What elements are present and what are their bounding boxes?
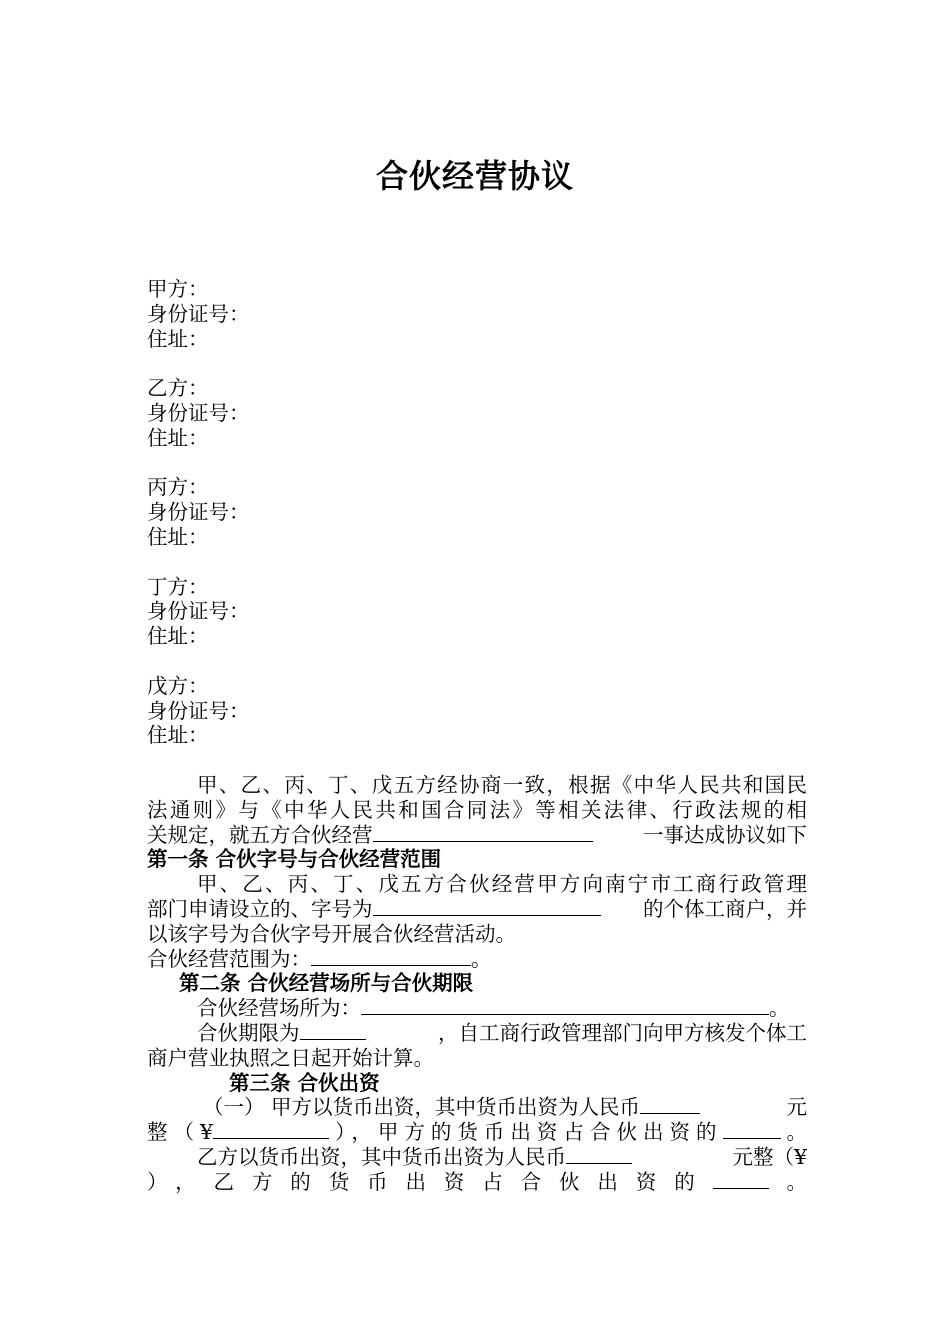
party-block-c — [147, 475, 807, 549]
business-scope-line — [147, 947, 807, 972]
contribution-b-text: ），乙方的货币出资占合伙出资的 — [147, 1169, 713, 1194]
article-1-paragraph — [147, 872, 807, 946]
term-text: ，自工商行政管理部门向甲方核发个体工 — [438, 1020, 807, 1045]
party-name-label: 乙方： — [147, 376, 209, 401]
article-1-line — [147, 897, 807, 922]
party-name-label: 丙方： — [147, 475, 209, 500]
spacer — [147, 748, 807, 773]
preamble-text: 一事达成协议如下 — [643, 822, 807, 847]
contribution-a-text: 。 — [780, 1120, 808, 1145]
party-block-a — [147, 277, 807, 351]
preamble-paragraph — [147, 773, 807, 847]
party-id-label: 身份证号： — [147, 301, 250, 326]
business-place-blank-field[interactable] — [361, 996, 769, 1015]
share-b-blank-field[interactable] — [713, 1170, 769, 1189]
party-address-label: 住址： — [147, 723, 209, 748]
term-line: 商户营业执照之日起开始计算。 — [147, 1045, 434, 1070]
spacer — [147, 351, 807, 376]
party-address-label: 住址： — [147, 624, 209, 649]
amount-a-blank-field[interactable] — [640, 1095, 700, 1114]
amount-a-figure-blank-field[interactable] — [213, 1120, 329, 1139]
business-place-end: 。 — [769, 996, 790, 1021]
contribution-a-paragraph — [147, 1095, 807, 1145]
party-id-label: 身份证号： — [147, 400, 250, 425]
contribution-b-line — [147, 1170, 807, 1195]
party-id-label: 身份证号： — [147, 698, 250, 723]
contribution-b-text: 乙方以货币出资，其中货币出资为人民币 — [197, 1144, 566, 1169]
term-label: 合伙期限为 — [197, 1020, 300, 1045]
article-1-line: 以该字号为合伙字号开展合伙经营活动。 — [147, 921, 516, 946]
page-title: 合伙经营协议 — [375, 157, 574, 195]
term-paragraph — [147, 1021, 807, 1071]
party-block-d — [147, 575, 807, 649]
contribution-b-text: 元整（¥ — [732, 1144, 807, 1169]
article-1-text: 部门申请设立的、字号为 — [147, 896, 373, 921]
share-a-blank-field[interactable] — [723, 1120, 781, 1139]
term-blank-field[interactable] — [300, 1021, 366, 1040]
contribution-a-line — [147, 1095, 807, 1120]
contribution-a-text: （一） 甲方以货币出资，其中货币出资为人民币 — [203, 1095, 641, 1120]
preamble-text: 关规定，就五方合伙经营 — [147, 822, 373, 847]
amount-b-blank-field[interactable] — [566, 1145, 632, 1164]
article-2-heading: 第二条 合伙经营场所与合伙期限 — [179, 971, 474, 996]
party-address-label: 住址： — [147, 326, 209, 351]
party-id-label: 身份证号： — [147, 500, 250, 525]
contribution-a-text: 元 — [786, 1095, 807, 1120]
article-1-line: 甲、乙、丙、丁、戊五方合伙经营甲方向南宁市工商行政管理 — [197, 872, 807, 897]
party-block-e — [147, 674, 807, 748]
contribution-b-text: 。 — [768, 1169, 807, 1194]
party-name-label: 甲方： — [147, 277, 209, 301]
preamble-line: 法通则》与《中华人民共和国合同法》等相关法律、行政法规的相 — [147, 797, 807, 822]
party-address-label: 住址： — [147, 425, 209, 450]
business-scope-end: 。 — [471, 946, 492, 971]
article-3-heading: 第三条 合伙出资 — [229, 1070, 380, 1095]
contribution-b-paragraph — [147, 1145, 807, 1195]
party-name-label: 戊方： — [147, 673, 209, 698]
article-1-text: 的个体工商户，并 — [643, 896, 807, 921]
business-scope-blank-field[interactable] — [311, 947, 471, 966]
article-1-heading: 第一条 合伙字号与合伙经营范围 — [147, 847, 442, 872]
spacer — [147, 649, 807, 674]
term-line — [147, 1021, 807, 1046]
preamble-line — [147, 823, 807, 848]
trade-name-blank-field[interactable] — [373, 897, 601, 916]
contribution-a-line — [147, 1120, 807, 1145]
business-scope-label: 合伙经营范围为： — [147, 946, 311, 971]
contribution-a-text: 整（¥ — [147, 1120, 214, 1145]
party-address-label: 住址： — [147, 524, 209, 549]
business-blank-field[interactable] — [373, 823, 593, 842]
party-block-b — [147, 376, 807, 450]
party-id-label: 身份证号： — [147, 599, 250, 624]
spacer — [147, 451, 807, 476]
preamble-line: 甲、乙、丙、丁、戊五方经协商一致，根据《中华人民共和国民 — [197, 772, 807, 797]
business-place-line — [147, 996, 807, 1021]
spacer — [147, 550, 807, 575]
contribution-b-line — [147, 1145, 807, 1170]
business-place-label: 合伙经营场所为： — [197, 996, 361, 1021]
contribution-a-text: ），甲方的货币出资占合伙出资的 — [329, 1120, 723, 1145]
document-body — [147, 277, 807, 1194]
party-name-label: 丁方： — [147, 574, 209, 599]
